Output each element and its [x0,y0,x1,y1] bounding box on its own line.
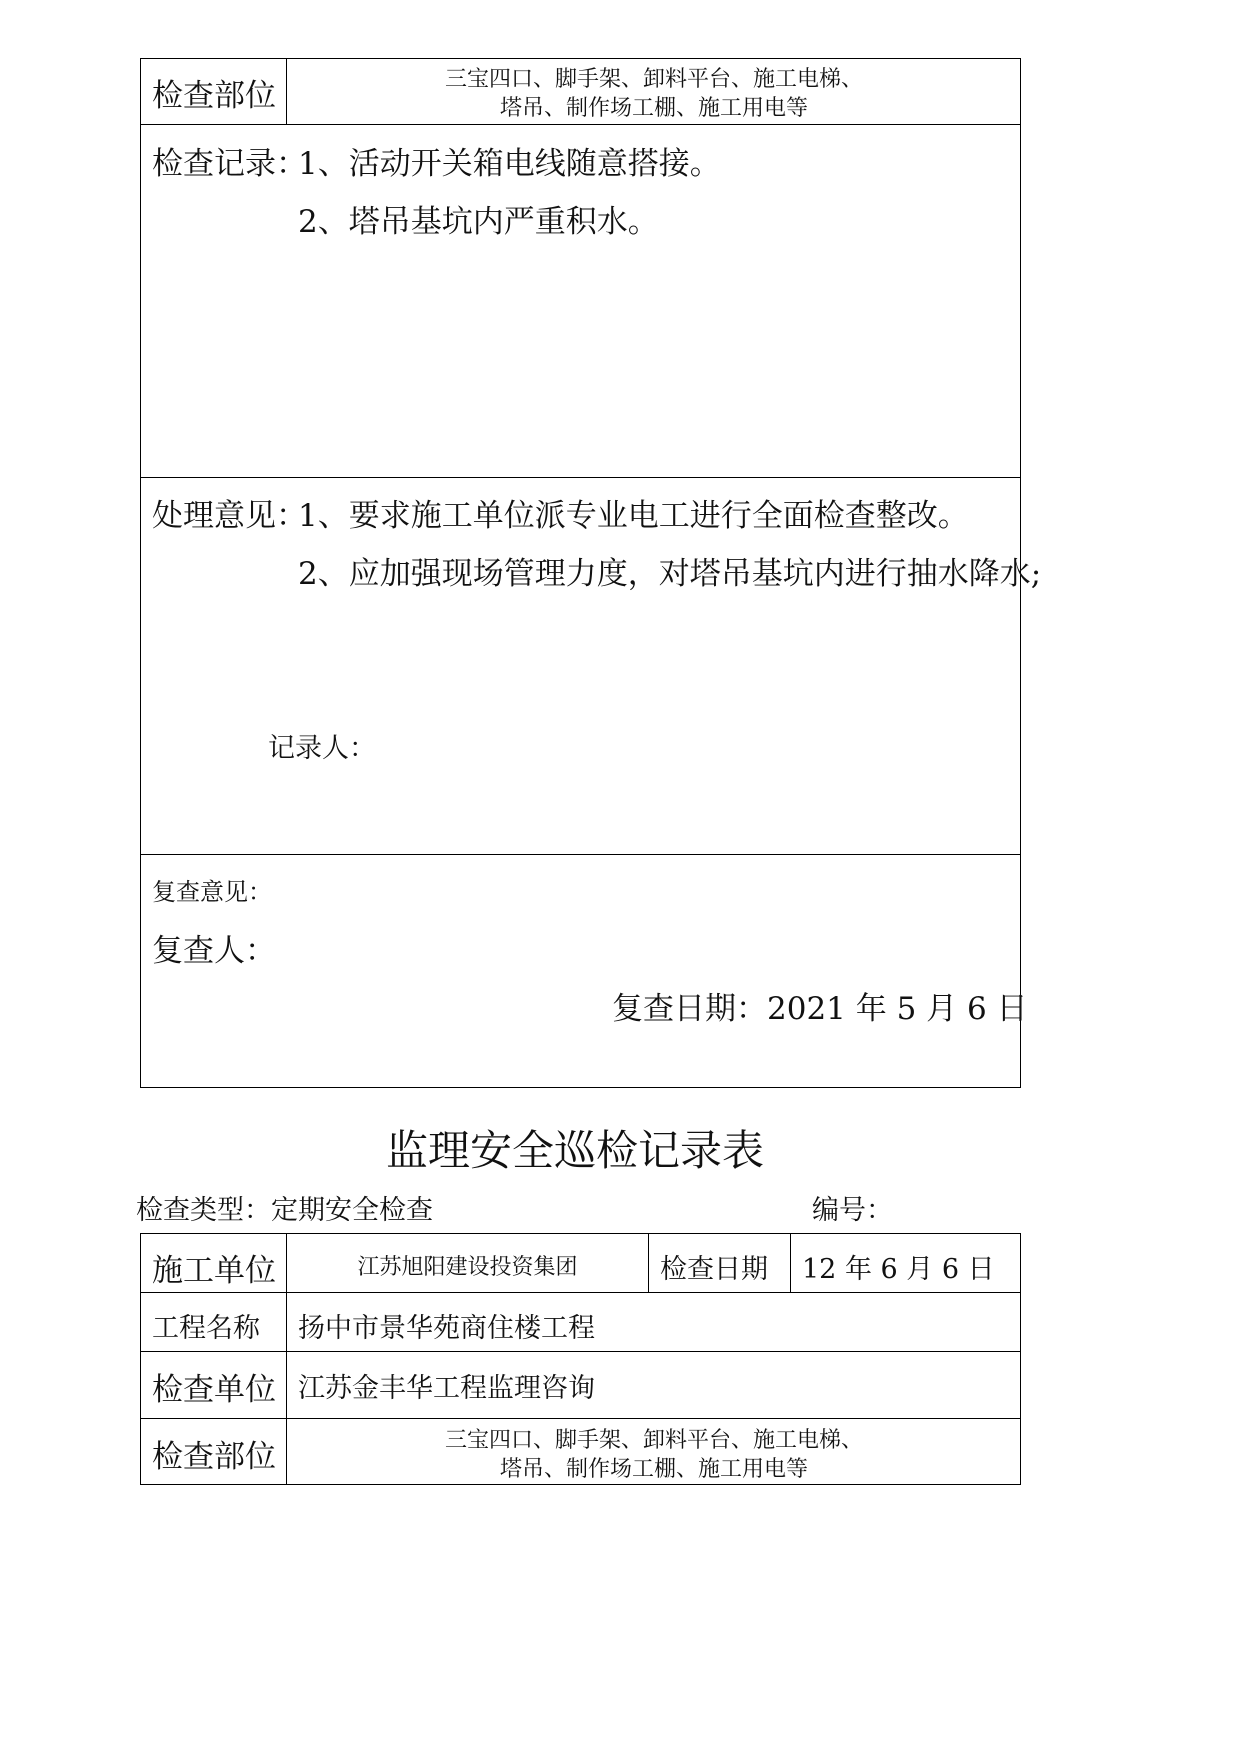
project-value: 扬中市景华苑商住楼工程 [298,1313,595,1344]
form-title: 监理安全巡检记录表 [385,1126,764,1175]
record-label: 检查记录： [152,146,307,182]
record-item-2: 2、塔吊基坑内严重积水。 [298,204,659,240]
inspector-value: 江苏金丰华工程监理咨询 [298,1373,595,1404]
column-divider [648,1233,649,1292]
location-value-2-line1: 三宝四口、脚手架、卸料平台、施工电梯、 [444,1428,863,1453]
inspector-label: 检查单位 [152,1372,276,1408]
contractor-label: 施工单位 [152,1253,276,1289]
row-divider [140,1351,1021,1352]
opinion-label: 处理意见： [152,498,307,534]
recheck-date: 复查日期：2021 年 5 月 6 日 [612,991,1028,1027]
row-divider [140,1292,1021,1293]
date-label: 检查日期 [660,1254,768,1285]
location-label-2: 检查部位 [152,1439,276,1475]
recheck-opinion-label: 复查意见： [152,878,272,906]
rechecker-label: 复查人： [152,933,276,969]
row-divider [140,854,1021,855]
check-type: 检查类型：定期安全检查 [136,1195,433,1226]
row-divider [140,124,1021,125]
project-label: 工程名称 [152,1313,260,1344]
contractor-value: 江苏旭阳建设投资集团 [357,1255,578,1280]
location-value-line2: 塔吊、制作场工棚、施工用电等 [499,96,808,121]
recorder-label: 记录人： [268,733,376,764]
row-divider [140,477,1021,478]
number-label: 编号： [812,1195,893,1226]
opinion-item-2: 2、应加强现场管理力度，对塔吊基坑内进行抽水降水; [298,556,1042,592]
location-value-line1: 三宝四口、脚手架、卸料平台、施工电梯、 [444,67,863,92]
opinion-item-1: 1、要求施工单位派专业电工进行全面检查整改。 [298,498,969,534]
column-divider [790,1233,791,1292]
date-value: 12 年 6 月 6 日 [802,1254,995,1285]
row-divider [140,1418,1021,1419]
record-item-1: 1、活动开关箱电线随意搭接。 [298,146,721,182]
location-label: 检查部位 [152,78,276,114]
location-value-2-line2: 塔吊、制作场工棚、施工用电等 [499,1457,808,1482]
